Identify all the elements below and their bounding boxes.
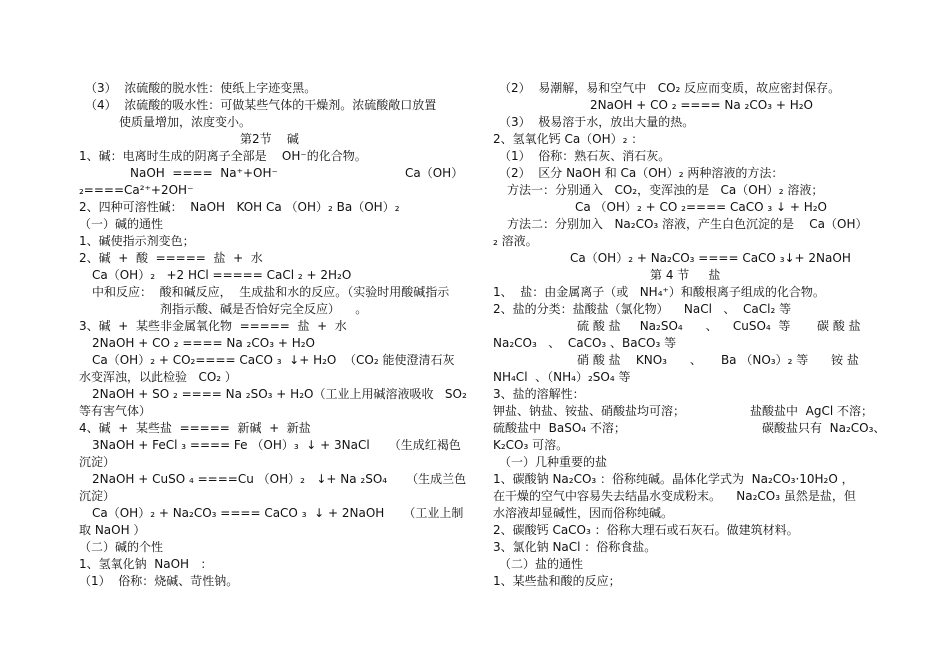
text-line: 水变浑浊，以此检验 CO₂ ） [79, 370, 237, 384]
text-line: 盐酸盐中 AgCl 不溶； [750, 404, 873, 418]
equation-line: Ca（OH） [405, 166, 464, 180]
text-line: （1） 俗称：熟石灰、消石灰。 [499, 149, 671, 163]
text-line: 3、碱 + 某些非金属氧化物 ===== 盐 + 水 [79, 319, 347, 333]
text-line: 在干燥的空气中容易失去结晶水变成粉末。 Na₂CO₃ 虽然是盐，但 [493, 489, 856, 503]
subsection-heading: （二）碱的个性 [79, 540, 164, 554]
text-line: 使质量增加，浓度变小。 [119, 115, 252, 129]
text-line: 1、碱：电离时生成的阴离子全部是 OH⁻的化合物。 [79, 149, 367, 163]
text-line: 2、四种可溶性碱： NaOH KOH Ca （OH）₂ Ba（OH）₂ [79, 200, 400, 214]
equation-line: 3NaOH + FeCl ₃ ==== Fe （OH）₃ ↓ + 3NaCl （生成红褐色 [92, 438, 461, 452]
text-line: （2） 易潮解，易和空气中 CO₂ 反应而变质，故应密封保存。 [499, 81, 841, 95]
text-line: 方法二：分别加入 Na₂CO₃ 溶液，产生白色沉淀的是 Ca（OH） [507, 217, 868, 231]
equation-line: Ca （OH）₂ + CO ₂==== CaCO ₃ ↓ + H₂O [575, 200, 828, 214]
text-line: 3、氯化钠 NaCl ：俗称食盐。 [493, 540, 657, 554]
text-line: 1、某些盐和酸的反应； [493, 574, 621, 588]
text-line: K₂CO₃ 可溶。 [493, 438, 569, 452]
text-line: （3） 浓硫酸的脱水性：使纸上字迹变黑。 [85, 81, 317, 95]
text-line: 沉淀） [79, 489, 116, 503]
equation-line: Ca（OH）₂ + Na₂CO₃ ==== CaCO ₃↓+ 2NaOH [570, 251, 851, 265]
text-line: （4） 浓硫酸的吸水性：可做某些气体的干燥剂。浓硫酸敞口放置 [85, 98, 437, 112]
text-line: 中和反应： 酸和碱反应， 生成盐和水的反应。（实验时用酸碱指示 [92, 285, 450, 299]
text-line: 1、碳酸钠 Na₂CO₃ ：俗称纯碱。晶体化学式为 Na₂CO₃·10H₂O ， [493, 472, 854, 486]
equation-line: NaOH ==== Na⁺+OH⁻ [130, 166, 278, 180]
equation-line: Ca（OH）₂ + CO₂==== CaCO ₃ ↓+ H₂O （CO₂ 能使澄清石灰 [92, 353, 455, 367]
equation-line: ₂====Ca²⁺+2OH⁻ [79, 183, 194, 197]
text-line: 1、 盐：由金属离子（或 NH₄⁺）和酸根离子组成的化合物。 [493, 285, 825, 299]
text-line: （2） 区分 NaOH 和 Ca（OH）₂ 两种溶液的方法： [499, 166, 784, 180]
text-line: 2、盐的分类：盐酸盐（氯化物） NaCl 、 CaCl₂ 等 [493, 302, 792, 316]
equation-line: 2NaOH + CO ₂ ==== Na ₂CO₃ + H₂O [92, 336, 315, 350]
text-line: NH₄Cl 、（NH₄）₂SO₄ 等 [493, 370, 631, 384]
text-line: 剂指示酸、碱是否恰好完全反应） 。 [160, 302, 368, 316]
text-line: 4、碱 + 某些盐 ===== 新碱 + 新盐 [79, 421, 311, 435]
text-line: 硫酸盐中 BaSO₄ 不溶； [493, 421, 626, 435]
text-line: 水溶液却显碱性，因而俗称纯碱。 [493, 506, 674, 520]
text-line: 取 NaOH ） [79, 523, 146, 537]
section-heading: 第2节 碱 [240, 132, 299, 146]
equation-line: 2NaOH + CuSO ₄ ====Cu （OH）₂ ↓+ Na ₂SO₄ （生成兰色 [92, 472, 467, 486]
text-line: 2、碱 + 酸 ===== 盐 + 水 [79, 251, 263, 265]
text-line: （3） 极易溶于水，放出大量的热。 [499, 115, 695, 129]
text-line: 钾盐、钠盐、铵盐、硝酸盐均可溶； [493, 404, 686, 418]
text-line: ₂ 溶液。 [493, 234, 538, 248]
text-line: Na₂CO₃ 、 CaCO₃ 、BaCO₃ 等 [493, 336, 677, 350]
equation-line: 2NaOH + CO ₂ ==== Na ₂CO₃ + H₂O [590, 98, 813, 112]
section-heading: 第 4 节 盐 [650, 268, 721, 282]
subsection-heading: （一）碱的通性 [79, 217, 164, 231]
text-line: 沉淀） [79, 455, 116, 469]
text-line: 3、盐的溶解性： [493, 387, 585, 401]
text-line: 1、碱使指示剂变色； [79, 234, 195, 248]
text-line: 碳酸盐只有 Na₂CO₃、 [762, 421, 886, 435]
text-line: 2、碳酸钙 CaCO₃ ：俗称大理石或石灰石。做建筑材料。 [493, 523, 799, 537]
text-line: 硫 酸 盐 Na₂SO₄ 、 CuSO₄ 等 碳 酸 盐 [577, 319, 861, 333]
text-line: 2、氢氧化钙 Ca（OH）₂ ： [493, 132, 644, 146]
text-line: 方法一：分别通入 CO₂，变浑浊的是 Ca（OH）₂ 溶液； [507, 183, 824, 197]
text-line: 硝 酸 盐 KNO₃ 、 Ba （NO₃）₂ 等 铵 盐 [577, 353, 859, 367]
text-line: （1） 俗称：烧碱、苛性钠。 [79, 574, 239, 588]
text-line: 1、氢氧化钠 NaOH ： [79, 557, 213, 571]
equation-line: 2NaOH + SO ₂ ==== Na ₂SO₃ + H₂O（工业上用碱溶液吸收 SO₂ [92, 387, 467, 401]
subsection-heading: （一）几种重要的盐 [499, 455, 608, 469]
subsection-heading: （二）盐的通性 [499, 557, 584, 571]
equation-line: Ca（OH）₂ + Na₂CO₃ ==== CaCO ₃ ↓ + 2NaOH （工业上制 [92, 506, 464, 520]
text-line: 等有害气体） [79, 404, 152, 418]
equation-line: Ca（OH）₂ +2 HCl ===== CaCl ₂ + 2H₂O [92, 268, 352, 282]
